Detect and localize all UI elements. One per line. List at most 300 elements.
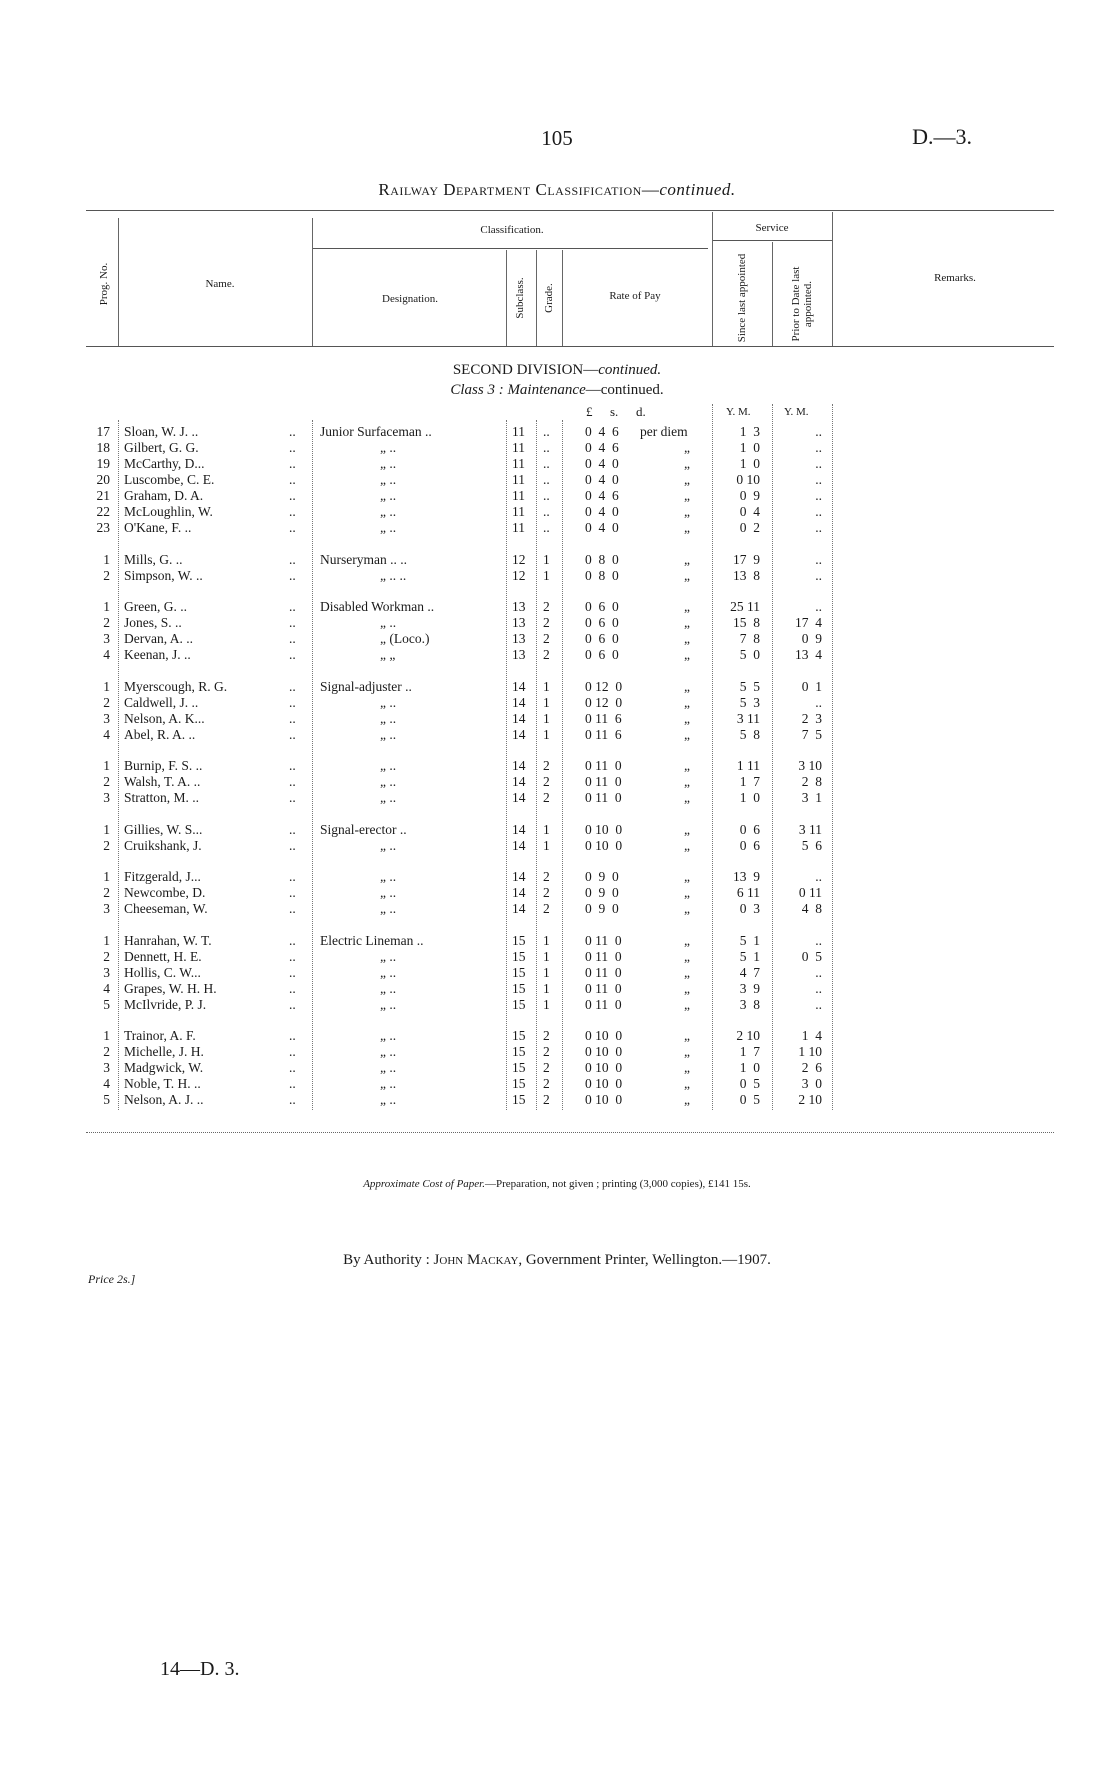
grade-cell: .. [543, 504, 550, 519]
rate-cell: 0 8 0 [585, 567, 619, 583]
name-cell: Simpson, W. .. [124, 567, 203, 583]
subclass-cell: 15 [512, 932, 526, 948]
grade-cell: 1 [543, 710, 550, 726]
unit-years-months-since: Y. M. [726, 406, 751, 418]
subclass-cell: 14 [512, 758, 526, 773]
table-row [0, 869, 1114, 885]
prior-to-date-cell: .. [815, 932, 822, 948]
rate-cell: 0 6 0 [585, 631, 619, 646]
leader-dots-cell: .. [289, 440, 296, 455]
table-row [0, 981, 1114, 997]
table-row [0, 552, 1114, 568]
since-last-cell: 5 5 [739, 678, 760, 694]
designation-ditto-cell: „ .. [380, 440, 397, 455]
table-row [0, 599, 1114, 615]
designation-ditto-cell: „ .. [380, 520, 397, 535]
grade-cell: .. [543, 520, 550, 535]
prog-no-cell: 2 [103, 1044, 110, 1059]
table-row [0, 885, 1114, 901]
rate-cell: 0 11 6 [585, 710, 622, 726]
prior-to-date-cell: 2 6 [801, 1060, 822, 1075]
grade-cell: 2 [543, 1028, 550, 1043]
grade-cell: 2 [543, 758, 550, 773]
table-row [0, 1076, 1114, 1092]
table-row [0, 631, 1114, 647]
rate-cell: 0 6 0 [585, 615, 619, 630]
rate-unit-cell: „ [684, 488, 690, 503]
designation-ditto-cell: „ .. [380, 456, 397, 471]
rate-unit-cell: „ [684, 694, 690, 710]
rate-cell: 0 10 0 [585, 837, 623, 853]
designation-ditto-cell: „ .. [380, 964, 397, 980]
unit-pound: £ [586, 404, 593, 419]
name-cell: Nelson, A. K... [124, 710, 205, 726]
table-row [0, 774, 1114, 790]
table-row [0, 440, 1114, 456]
grade-cell: 2 [543, 790, 550, 805]
leader-dots-cell: .. [289, 520, 296, 535]
rate-cell: 0 12 0 [585, 694, 623, 710]
designation-ditto-cell: „ .. [380, 488, 397, 503]
since-last-cell: 2 10 [736, 1028, 760, 1043]
rate-unit-cell: „ [684, 1044, 690, 1059]
subclass-cell: 11 [512, 424, 525, 439]
grade-cell: 1 [543, 567, 550, 583]
designation-ditto-cell: „ .. [380, 1028, 397, 1043]
table-row [0, 1044, 1114, 1060]
rate-unit-cell: „ [684, 726, 690, 742]
rate-unit-cell: „ [684, 1092, 690, 1107]
prog-no-cell: 4 [103, 726, 110, 742]
header-prog-no: Prog. No. [98, 262, 110, 306]
designation-ditto-cell: „ .. [380, 869, 397, 884]
prior-to-date-cell: 2 10 [798, 1092, 822, 1107]
prior-to-date-cell: .. [815, 980, 822, 996]
rate-unit-cell: „ [684, 932, 690, 948]
rate-cell: 0 9 0 [585, 869, 619, 884]
col-divider [506, 250, 507, 346]
rate-unit-cell: „ [684, 885, 690, 900]
designation-cell: Signal-adjuster .. [320, 678, 412, 694]
since-last-cell: 25 11 [730, 599, 760, 614]
name-cell: Cheeseman, W. [124, 901, 208, 916]
subclass-cell: 12 [512, 551, 526, 567]
grade-cell: 2 [543, 885, 550, 900]
name-cell: O'Kane, F. .. [124, 520, 192, 535]
since-last-cell: 13 9 [733, 869, 760, 884]
rate-unit-cell: „ [684, 837, 690, 853]
prior-to-date-cell: 0 9 [801, 631, 822, 646]
prog-no-cell: 2 [103, 694, 110, 710]
leader-dots-cell: .. [289, 996, 296, 1012]
rate-cell: 0 4 6 [585, 440, 619, 455]
prog-no-cell: 1 [103, 551, 110, 567]
class-heading [0, 382, 1114, 399]
subclass-cell: 15 [512, 964, 526, 980]
rate-unit-cell: „ [684, 1060, 690, 1075]
prog-no-cell: 17 [96, 424, 110, 439]
table-row [0, 822, 1114, 838]
prog-no-cell: 1 [103, 599, 110, 614]
class-prefix: Class 3 : [450, 382, 508, 398]
leader-dots-cell: .. [289, 1060, 296, 1075]
header-classification: Classification. [480, 224, 544, 236]
table-row [0, 695, 1114, 711]
rate-unit-cell: „ [684, 551, 690, 567]
name-cell: Abel, R. A. .. [124, 726, 196, 742]
rate-cell: 0 12 0 [585, 678, 623, 694]
rate-cell: 0 11 0 [585, 790, 622, 805]
designation-ditto-cell: „ .. [380, 948, 397, 964]
since-last-cell: 0 6 [739, 821, 760, 837]
document-reference: D.—3. [912, 124, 972, 149]
leader-dots-cell: .. [289, 821, 296, 837]
printer-name: John Mackay [433, 1252, 519, 1268]
prior-to-date-cell: 0 5 [801, 948, 822, 964]
subclass-cell: 12 [512, 567, 526, 583]
since-last-cell: 0 9 [739, 488, 760, 503]
rate-unit-cell: „ [684, 821, 690, 837]
grade-cell: 2 [543, 1060, 550, 1075]
prior-to-date-cell: 3 1 [801, 790, 822, 805]
grade-cell: 1 [543, 821, 550, 837]
prior-to-date-cell: 4 8 [801, 901, 822, 916]
rate-cell: 0 10 0 [585, 1076, 623, 1091]
grade-cell: 2 [543, 1076, 550, 1091]
since-last-cell: 1 7 [739, 1044, 760, 1059]
col-divider [118, 218, 119, 346]
table-row [0, 424, 1114, 440]
prior-to-date-cell: 3 11 [798, 821, 822, 837]
rate-unit-cell: „ [684, 504, 690, 519]
designation-ditto-cell: „ .. [380, 726, 397, 742]
grade-cell: .. [543, 488, 550, 503]
prior-to-date-cell: .. [815, 456, 822, 471]
rate-unit-cell: „ [684, 1076, 690, 1091]
prior-to-date-cell: .. [815, 869, 822, 884]
table-row [0, 790, 1114, 806]
rate-unit-cell: „ [684, 599, 690, 614]
since-last-cell: 3 9 [739, 980, 760, 996]
cost-label: Approximate Cost of Paper. [363, 1178, 485, 1190]
grade-cell: 1 [543, 932, 550, 948]
designation-ditto-cell: „ .. [380, 1044, 397, 1059]
name-cell: Green, G. .. [124, 599, 187, 614]
subclass-cell: 15 [512, 980, 526, 996]
prog-no-cell: 19 [96, 456, 110, 471]
prog-no-cell: 22 [96, 504, 110, 519]
name-cell: McLoughlin, W. [124, 504, 213, 519]
rate-cell: 0 11 0 [585, 948, 622, 964]
name-cell: Madgwick, W. [124, 1060, 204, 1075]
rate-cell: 0 11 0 [585, 964, 622, 980]
rate-unit-cell: „ [684, 948, 690, 964]
class-suffix: —continued. [585, 382, 664, 398]
rate-cell: 0 6 0 [585, 599, 619, 614]
rate-unit-cell: „ [684, 678, 690, 694]
leader-dots-cell: .. [289, 472, 296, 487]
since-last-cell: 1 11 [736, 758, 760, 773]
designation-ditto-cell: „ .. [380, 472, 397, 487]
prog-no-cell: 2 [103, 885, 110, 900]
name-cell: Sloan, W. J. .. [124, 424, 199, 439]
grade-cell: 2 [543, 631, 550, 646]
subclass-cell: 14 [512, 821, 526, 837]
subclass-cell: 14 [512, 694, 526, 710]
grade-cell: 1 [543, 964, 550, 980]
subclass-cell: 11 [512, 504, 525, 519]
designation-ditto-cell: „ .. [380, 901, 397, 916]
prior-to-date-cell: .. [815, 504, 822, 519]
name-cell: Burnip, F. S. .. [124, 758, 203, 773]
class-name: Maintenance [507, 382, 586, 398]
since-last-cell: 1 0 [739, 790, 760, 805]
subclass-cell: 11 [512, 520, 525, 535]
division-heading [0, 362, 1114, 379]
prior-to-date-cell: .. [815, 996, 822, 1012]
rate-unit-cell: „ [684, 520, 690, 535]
grade-cell: 1 [543, 694, 550, 710]
designation-ditto-cell: „ .. [380, 1092, 397, 1107]
cost-of-paper [0, 1178, 1114, 1190]
prior-to-date-cell: 1 10 [798, 1044, 822, 1059]
col-divider [772, 242, 773, 346]
since-last-cell: 1 3 [739, 424, 760, 439]
leader-dots-cell: .. [289, 551, 296, 567]
leader-dots-cell: .. [289, 488, 296, 503]
prog-no-cell: 1 [103, 821, 110, 837]
prog-no-cell: 3 [103, 964, 110, 980]
since-last-cell: 13 8 [733, 567, 760, 583]
since-last-cell: 7 8 [739, 631, 760, 646]
since-last-cell: 15 8 [733, 615, 760, 630]
rate-cell: 0 11 0 [585, 932, 622, 948]
subclass-cell: 13 [512, 647, 526, 662]
header-grade: Grade. [543, 283, 555, 313]
subclass-cell: 11 [512, 440, 525, 455]
designation-ditto-cell: „ .. [380, 615, 397, 630]
table-row [0, 1092, 1114, 1108]
prior-to-date-cell: .. [815, 440, 822, 455]
designation-cell: Disabled Workman .. [320, 599, 435, 614]
prog-no-cell: 20 [96, 472, 110, 487]
table-row [0, 615, 1114, 631]
rate-cell: 0 4 6 [585, 488, 619, 503]
leader-dots-cell: .. [289, 948, 296, 964]
subclass-cell: 14 [512, 885, 526, 900]
table-row [0, 568, 1114, 584]
name-cell: Caldwell, J. .. [124, 694, 199, 710]
prior-to-date-cell: 5 6 [801, 837, 822, 853]
rate-cell: 0 4 6 [585, 424, 619, 439]
leader-dots-cell: .. [289, 647, 296, 662]
name-cell: Jones, S. .. [124, 615, 182, 630]
table-row [0, 647, 1114, 663]
sheet-signature: 14—D. 3. [160, 1658, 240, 1680]
prior-to-date-cell: 7 5 [801, 726, 822, 742]
header-designation: Designation. [382, 293, 438, 305]
prog-no-cell: 2 [103, 948, 110, 964]
grade-cell: 2 [543, 1044, 550, 1059]
prog-no-cell: 4 [103, 980, 110, 996]
prog-no-cell: 2 [103, 615, 110, 630]
rate-unit-cell: „ [684, 996, 690, 1012]
header-name: Name. [205, 278, 235, 290]
subclass-cell: 13 [512, 631, 526, 646]
leader-dots-cell: .. [289, 710, 296, 726]
name-cell: Hollis, C. W... [124, 964, 201, 980]
leader-dots-cell: .. [289, 615, 296, 630]
grade-cell: 2 [543, 647, 550, 662]
table-row [0, 520, 1114, 536]
prior-to-date-cell: .. [815, 424, 822, 439]
subclass-cell: 15 [512, 1060, 526, 1075]
subclass-cell: 14 [512, 726, 526, 742]
rate-cell: 0 10 0 [585, 1028, 623, 1043]
grade-cell: 1 [543, 980, 550, 996]
cost-details: —Preparation, not given ; printing (3,000 copies), £141 15s. [485, 1178, 751, 1190]
subclass-cell: 14 [512, 774, 526, 789]
since-last-cell: 3 11 [736, 710, 760, 726]
name-cell: Hanrahan, W. T. [124, 932, 212, 948]
name-cell: Graham, D. A. [124, 488, 204, 503]
since-last-cell: 0 5 [739, 1076, 760, 1091]
table-row [0, 949, 1114, 965]
subclass-cell: 15 [512, 1044, 526, 1059]
prog-no-cell: 21 [96, 488, 110, 503]
rate-cell: 0 11 0 [585, 758, 622, 773]
grade-cell: 2 [543, 869, 550, 884]
subclass-cell: 14 [512, 901, 526, 916]
prior-to-date-cell: 0 11 [798, 885, 822, 900]
col-divider [712, 212, 713, 346]
leader-dots-cell: .. [289, 599, 296, 614]
since-last-cell: 0 2 [739, 520, 760, 535]
prog-no-cell: 3 [103, 710, 110, 726]
page-title [0, 180, 1114, 200]
table-bottom-rule [86, 1132, 1054, 1133]
name-cell: Trainor, A. F. [124, 1028, 196, 1043]
subclass-cell: 15 [512, 1028, 526, 1043]
leader-dots-cell: .. [289, 885, 296, 900]
title-main: Railway Department Classification— [378, 180, 660, 199]
name-cell: Dervan, A. .. [124, 631, 193, 646]
name-cell: Walsh, T. A. .. [124, 774, 201, 789]
since-last-cell: 5 8 [739, 726, 760, 742]
grade-cell: .. [543, 472, 550, 487]
unit-pence: d. [636, 404, 646, 419]
leader-dots-cell: .. [289, 726, 296, 742]
prog-no-cell: 1 [103, 678, 110, 694]
since-last-cell: 5 1 [739, 948, 760, 964]
leader-dots-cell: .. [289, 694, 296, 710]
prog-no-cell: 5 [103, 1092, 110, 1107]
since-last-cell: 0 3 [739, 901, 760, 916]
name-cell: Grapes, W. H. H. [124, 980, 217, 996]
rate-unit-cell: „ [684, 869, 690, 884]
leader-dots-cell: .. [289, 456, 296, 471]
designation-cell: Nurseryman .. .. [320, 551, 407, 567]
prior-to-date-cell: 1 4 [801, 1028, 822, 1043]
leader-dots-cell: .. [289, 1044, 296, 1059]
since-last-cell: 3 8 [739, 996, 760, 1012]
prior-to-date-cell: .. [815, 551, 822, 567]
grade-cell: .. [543, 424, 550, 439]
since-last-cell: 6 11 [736, 885, 760, 900]
prog-no-cell: 1 [103, 932, 110, 948]
col-divider [536, 250, 537, 346]
name-cell: Gilbert, G. G. [124, 440, 199, 455]
table-row [0, 456, 1114, 472]
header-rate-of-pay: Rate of Pay [609, 290, 661, 302]
prior-to-date-cell: 17 4 [795, 615, 822, 630]
prog-no-cell: 2 [103, 567, 110, 583]
leader-dots-cell: .. [289, 980, 296, 996]
since-last-cell: 5 3 [739, 694, 760, 710]
authority-line [0, 1252, 1114, 1269]
since-last-cell: 0 6 [739, 837, 760, 853]
prog-no-cell: 1 [103, 758, 110, 773]
division-continued: continued. [598, 362, 662, 378]
rate-unit-cell: „ [684, 980, 690, 996]
name-cell: McCarthy, D... [124, 456, 205, 471]
leader-dots-cell: .. [289, 964, 296, 980]
rate-cell: 0 10 0 [585, 1092, 623, 1107]
prog-no-cell: 2 [103, 837, 110, 853]
designation-ditto-cell: „ .. [380, 710, 397, 726]
designation-ditto-cell: „ .. [380, 504, 397, 519]
name-cell: Newcombe, D. [124, 885, 206, 900]
leader-dots-cell: .. [289, 774, 296, 789]
since-last-cell: 4 7 [739, 964, 760, 980]
leader-dots-cell: .. [289, 1092, 296, 1107]
rate-unit-cell: „ [684, 472, 690, 487]
prog-no-cell: 4 [103, 1076, 110, 1091]
table-row [0, 488, 1114, 504]
prog-no-cell: 1 [103, 869, 110, 884]
col-divider [832, 212, 833, 346]
rate-unit-cell: „ [684, 1028, 690, 1043]
grade-cell: 1 [543, 996, 550, 1012]
designation-ditto-cell: „ „ [380, 647, 396, 662]
prog-no-cell: 5 [103, 996, 110, 1012]
rate-cell: 0 6 0 [585, 647, 619, 662]
rate-cell: 0 9 0 [585, 885, 619, 900]
subclass-cell: 11 [512, 488, 525, 503]
prior-to-date-cell: .. [815, 964, 822, 980]
rate-cell: 0 4 0 [585, 504, 619, 519]
leader-dots-cell: .. [289, 869, 296, 884]
prior-to-date-cell: .. [815, 472, 822, 487]
since-last-cell: 1 0 [739, 456, 760, 471]
subclass-cell: 14 [512, 790, 526, 805]
designation-cell: Junior Surfaceman .. [320, 424, 432, 439]
table-row [0, 758, 1114, 774]
classification-underline [312, 248, 708, 249]
authority-prefix: By Authority : [343, 1252, 434, 1268]
subclass-cell: 15 [512, 1076, 526, 1091]
prior-to-date-cell: 2 3 [801, 710, 822, 726]
page-number: 105 [541, 126, 573, 150]
header-service: Service [755, 222, 789, 234]
prog-no-cell: 3 [103, 1060, 110, 1075]
name-cell: Stratton, M. .. [124, 790, 200, 805]
rate-cell: 0 4 0 [585, 472, 619, 487]
table-row [0, 1028, 1114, 1044]
name-cell: Keenan, J. .. [124, 647, 191, 662]
designation-ditto-cell: „ .. [380, 758, 397, 773]
rate-unit-cell: per diem [640, 424, 688, 439]
